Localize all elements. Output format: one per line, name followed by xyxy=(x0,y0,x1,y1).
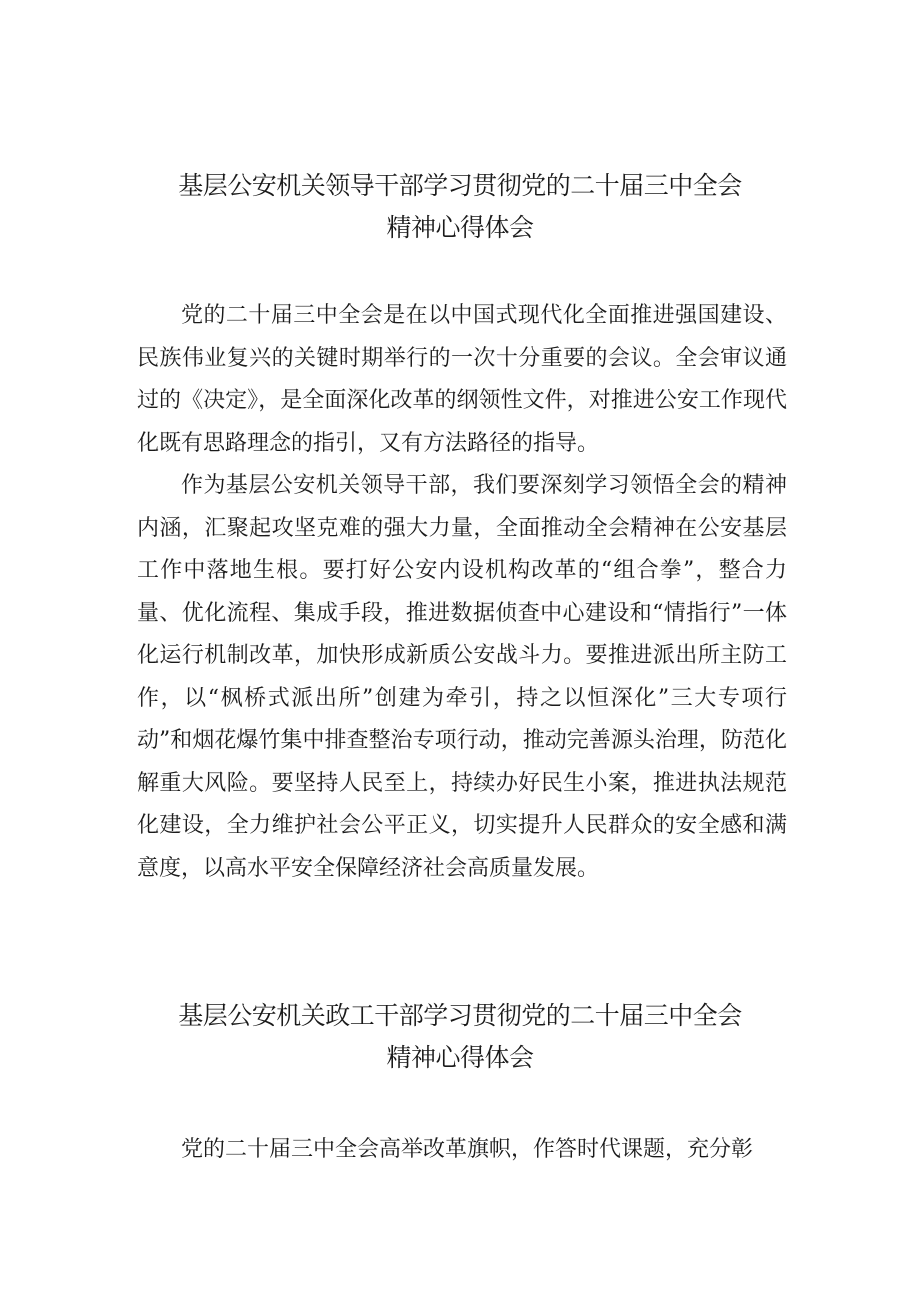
article-1-body xyxy=(137,295,787,890)
article-2-title-line1: 基层公安机关政工干部学习贯彻党的二十届三中全会 xyxy=(178,1001,742,1030)
article-2-title xyxy=(0,995,920,1079)
article-2-title-line2: 精神心得体会 xyxy=(386,1043,534,1072)
article-1-paragraph-1: 党的二十届三中全会是在以中国式现代化全面推进强国建设、民族伟业复兴的关键时期举行的一次十分重要的会议。全会审议通过的《决定》，是全面深化改革的纲领性文件，对推进公安工作现代化既有思路理念的指引，又有方法路径的指导。 xyxy=(137,303,787,456)
article-1-title xyxy=(0,165,920,249)
article-2-paragraph-1: 党的二十届三中全会高举改革旗帜，作答时代课题，充分彰 xyxy=(181,1137,754,1162)
article-1-paragraph-2: 作为基层公安机关领导干部，我们要深刻学习领悟全会的精神内涵，汇聚起攻坚克难的强大力量，全面推动全会精神在公安基层工作中落地生根。要打好公安内设机构改革的“组合拳”，整合力量、优化流程、集成手段，推进数据侦查中心建设和“情指行”一体化运行机制改革，加快形成新质公安战斗力。要推进派出所主防工作，以“枫桥式派出所”创建为牵引，持之以恒深化”三大专项行动”和烟花爆竹集中排查整治专项行动，推动完善源头治理，防范化解重大风险。要坚持人民至上，持续办好民生小案，推进执法规范化建设，全力维护社会公平正义，切实提升人民群众的安全感和满意度，以高水平安全保障经济社会高质量发展。 xyxy=(137,473,787,881)
article-2-body xyxy=(137,1129,787,1172)
article-1-title-line1: 基层公安机关领导干部学习贯彻党的二十届三中全会 xyxy=(178,171,742,200)
article-1-title-line2: 精神心得体会 xyxy=(386,213,534,242)
